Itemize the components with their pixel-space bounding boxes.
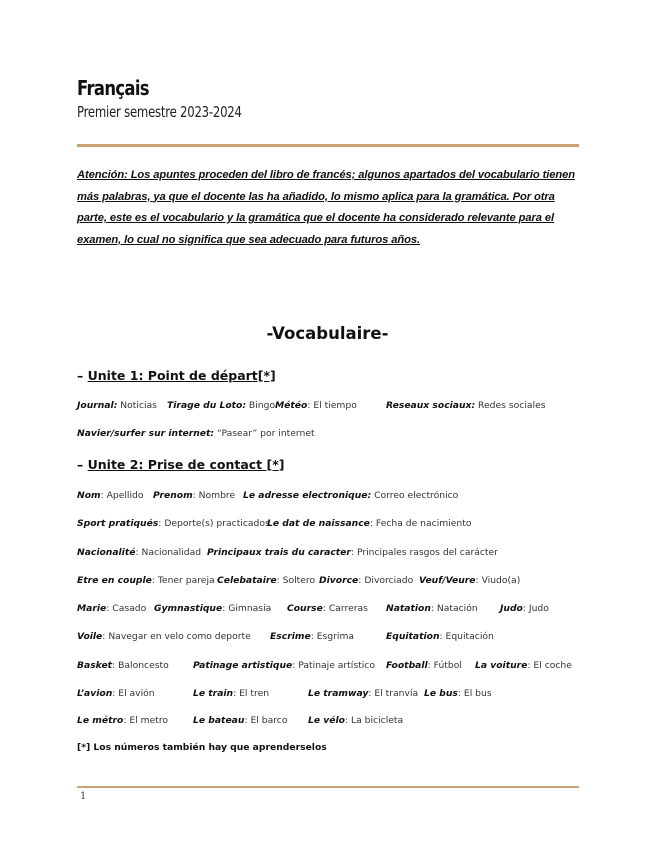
vocab-row [77, 575, 597, 591]
vocab-row [77, 603, 597, 619]
document-title: Français [77, 76, 149, 100]
vocab-entry: Veuf/Veure: Viudo(a) [419, 575, 521, 586]
vocab-entry: Le train: El tren [193, 688, 270, 699]
unit-2-heading [77, 457, 284, 472]
vocab-entry: La voiture: El coche [475, 660, 572, 671]
vocab-entry: Le métro: El metro [77, 715, 169, 726]
vocab-entry: Nacionalité: Nacionalidad [77, 547, 202, 558]
vocab-entry: Reseaux sociaux: Redes sociales [386, 400, 546, 411]
vocab-entry: L’avion: El avión [77, 688, 155, 699]
footnote: [*] Los números también hay que aprenderselos [77, 742, 327, 753]
vocab-row [77, 715, 597, 731]
vocab-entry: Football: Fútbol [386, 660, 462, 671]
vocab-entry: Le vélo: La bicicleta [308, 715, 404, 726]
vocab-entry: Basket: Baloncesto [77, 660, 169, 671]
vocab-row [77, 518, 597, 534]
unit-1-heading [77, 368, 276, 383]
vocab-row [77, 428, 597, 444]
vocab-entry: Prenom: Nombre [153, 490, 236, 501]
vocab-entry: Voile: Navegar en velo como deporte [77, 631, 251, 642]
page-number: 1 [80, 791, 87, 802]
disclaimer-note: Atención: Los apuntes proceden del libro de francés; algunos apartados del vocabulario tienen más palabras, ya que el docente las ha añadido, lo mismo aplica para la gramática. Por otra parte, este es el vocabulario y la gramática que el docente ha considerado relevante para el examen, lo cual no significa que sea adecuado para futuros años. [77, 169, 575, 246]
vocab-entry: Sport pratiqués: Deporte(s) practicados [77, 518, 270, 529]
vocab-entry: Tirage du Loto: Bingo [167, 400, 276, 411]
vocab-entry: Météo: El tiempo [275, 400, 357, 411]
unit-dash: – [77, 368, 88, 383]
unit-dash: – [77, 457, 88, 472]
vocab-entry: Gymnastique: Gimnasia [154, 603, 272, 614]
vocab-row [77, 688, 597, 704]
vocab-entry: Nom: Apellido [77, 490, 144, 501]
vocab-entry: Le adresse electronique: Correo electrónico [243, 490, 459, 501]
vocab-entry: Le bus: El bus [424, 688, 492, 699]
vocab-row [77, 547, 597, 563]
vocab-entry: Divorce: Divorciado [319, 575, 414, 586]
vocab-entry: Escrime: Esgrima [270, 631, 355, 642]
vocab-entry: Patinage artistique: Patinaje artístico [193, 660, 375, 671]
footer-divider [77, 786, 579, 788]
document-subtitle: Premier semestre 2023-2024 [77, 103, 242, 121]
vocab-entry: Journal: Noticias [77, 400, 157, 411]
vocab-entry: Le dat de naissance: Fecha de nacimiento [267, 518, 472, 529]
vocab-entry: Marie: Casado [77, 603, 147, 614]
vocab-row [77, 400, 597, 416]
unit-2-title: Unite 2: Prise de contact [*] [87, 457, 285, 472]
section-title: -Vocabulaire- [266, 324, 389, 343]
vocab-entry: Course: Carreras [287, 603, 368, 614]
vocab-entry: Navier/surfer sur internet: “Pasear” por internet [77, 428, 315, 439]
header-divider [77, 144, 579, 147]
vocab-entry: Judo: Judo [500, 603, 549, 614]
vocab-entry: Natation: Natación [386, 603, 478, 614]
vocab-entry: Le bateau: El barco [193, 715, 288, 726]
vocab-row [77, 631, 597, 647]
vocab-entry: Principaux trais du caracter: Principales rasgos del carácter [207, 547, 498, 558]
vocab-entry: Etre en couple: Tener pareja [77, 575, 215, 586]
vocab-entry: Equitation: Equitación [386, 631, 494, 642]
vocab-row [77, 660, 597, 676]
vocab-entry: Celebataire: Soltero [217, 575, 316, 586]
vocab-row [77, 490, 597, 506]
unit-1-title: Unite 1: Point de départ[*] [87, 368, 276, 383]
vocab-entry: Le tramway: El tranvía [308, 688, 419, 699]
